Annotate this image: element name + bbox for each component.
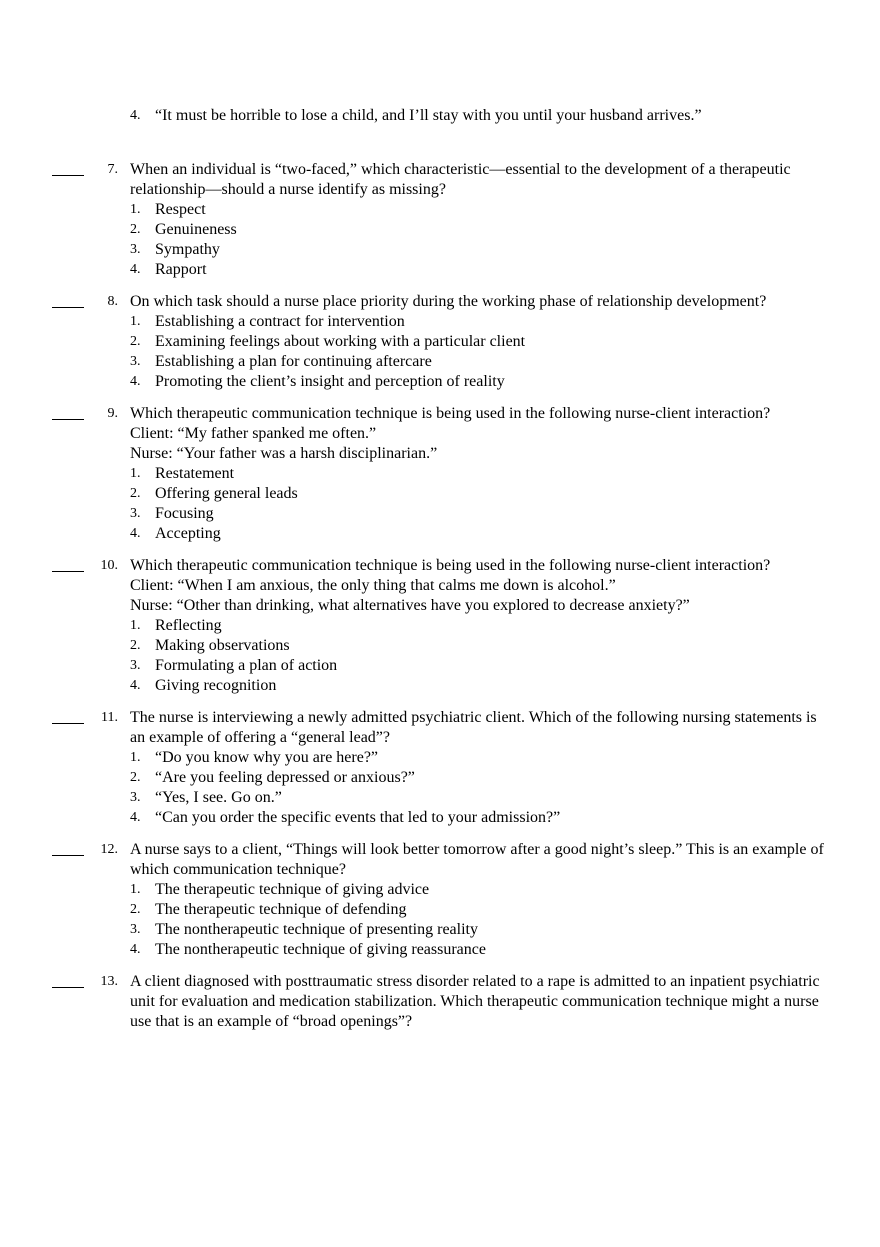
choice-text: Making observations <box>155 637 290 654</box>
choice-text: Rapport <box>155 261 207 278</box>
choice-text: Respect <box>155 201 206 218</box>
answer-blank-line <box>52 175 84 176</box>
question-list <box>0 160 880 1044</box>
choice-number: 2. <box>130 222 141 237</box>
carryover-choice <box>130 106 830 126</box>
question-body <box>130 708 830 828</box>
choice-number: 1. <box>130 882 141 897</box>
choice-number: 4. <box>130 810 141 825</box>
choice-number: 2. <box>130 334 141 349</box>
answer-choice <box>130 484 830 504</box>
choice-list <box>130 880 830 960</box>
question-body <box>130 160 830 280</box>
choice-number: 4. <box>130 678 141 693</box>
answer-choice <box>130 240 830 260</box>
nurse-line: Nurse: “Other than drinking, what alternatives have you explored to decrease anxiety?” <box>130 597 690 614</box>
choice-number: 3. <box>130 790 141 805</box>
answer-blank-line <box>52 855 84 856</box>
choice-number: 1. <box>130 750 141 765</box>
choice-list <box>130 312 830 392</box>
choice-text: Offering general leads <box>155 485 298 502</box>
question-10 <box>0 556 880 696</box>
choice-number: 2. <box>130 638 141 653</box>
answer-choice <box>130 372 830 392</box>
choice-number: 4. <box>130 942 141 957</box>
question-number: 8. <box>107 294 118 309</box>
question-stem: The nurse is interviewing a newly admitted psychiatric client. Which of the following nursing statements is an example of offering a “general lead”? <box>130 709 817 746</box>
choice-number: 1. <box>130 618 141 633</box>
choice-number: 4. <box>130 526 141 541</box>
answer-blank-line <box>52 571 84 572</box>
question-number: 12. <box>100 842 118 857</box>
question-7 <box>0 160 880 280</box>
choice-text: The nontherapeutic technique of giving reassurance <box>155 941 486 958</box>
choice-text: Promoting the client’s insight and perception of reality <box>155 373 505 390</box>
choice-text: The therapeutic technique of defending <box>155 901 407 918</box>
question-body <box>130 972 830 1032</box>
choice-text: Establishing a plan for continuing aftercare <box>155 353 432 370</box>
question-body <box>130 556 830 696</box>
answer-choice <box>130 676 830 696</box>
answer-choice <box>130 636 830 656</box>
question-number: 11. <box>101 710 118 725</box>
answer-choice <box>130 940 830 960</box>
answer-blank-line <box>52 307 84 308</box>
answer-choice <box>130 900 830 920</box>
choice-number: 3. <box>130 506 141 521</box>
choice-text: “Do you know why you are here?” <box>155 749 379 766</box>
choice-text: Accepting <box>155 525 221 542</box>
choice-text: Restatement <box>155 465 235 482</box>
choice-text: Reflecting <box>155 617 222 634</box>
choice-text: “It must be horrible to lose a child, and I’ll stay with you until your husband arrives.” <box>155 107 702 124</box>
answer-choice <box>130 220 830 240</box>
choice-text: The therapeutic technique of giving advice <box>155 881 430 898</box>
choice-number: 4. <box>130 108 141 123</box>
client-line: Client: “When I am anxious, the only thing that calms me down is alcohol.” <box>130 577 616 594</box>
choice-list <box>130 748 830 828</box>
question-number: 13. <box>100 974 118 989</box>
choice-number: 3. <box>130 658 141 673</box>
answer-choice <box>130 656 830 676</box>
question-12 <box>0 840 880 960</box>
answer-choice <box>130 524 830 544</box>
answer-choice <box>130 788 830 808</box>
answer-choice <box>130 332 830 352</box>
choice-text: “Yes, I see. Go on.” <box>155 789 282 806</box>
choice-text: Focusing <box>155 505 214 522</box>
answer-choice <box>130 504 830 524</box>
answer-choice <box>130 200 830 220</box>
choice-text: Genuineness <box>155 221 237 238</box>
choice-list <box>130 464 830 544</box>
choice-number: 1. <box>130 314 141 329</box>
choice-text: The nontherapeutic technique of presenting reality <box>155 921 478 938</box>
answer-choice <box>130 312 830 332</box>
question-number: 7. <box>107 162 118 177</box>
choice-list <box>130 616 830 696</box>
answer-choice <box>130 106 830 126</box>
choice-text: Sympathy <box>155 241 220 258</box>
answer-blank-line <box>52 419 84 420</box>
answer-choice <box>130 920 830 940</box>
question-stem: A nurse says to a client, “Things will look better tomorrow after a good night’s sleep.” This is an example of which communication technique? <box>130 841 824 878</box>
choice-number: 2. <box>130 770 141 785</box>
nurse-line: Nurse: “Your father was a harsh disciplinarian.” <box>130 445 438 462</box>
answer-choice <box>130 464 830 484</box>
answer-choice <box>130 880 830 900</box>
choice-list <box>130 200 830 280</box>
question-stem: Which therapeutic communication technique is being used in the following nurse-client interaction? <box>130 557 771 574</box>
question-stem: A client diagnosed with posttraumatic stress disorder related to a rape is admitted to an inpatient psychiatric unit for evaluation and medication stabilization. Which therapeutic communication technique might a nurse use that is an example of “broad openings”? <box>130 973 820 1030</box>
choice-number: 4. <box>130 374 141 389</box>
question-body <box>130 404 830 544</box>
question-9 <box>0 404 880 544</box>
choice-number: 1. <box>130 466 141 481</box>
question-8 <box>0 292 880 392</box>
choice-number: 2. <box>130 902 141 917</box>
answer-choice <box>130 616 830 636</box>
choice-text: Establishing a contract for intervention <box>155 313 405 330</box>
answer-blank-line <box>52 723 84 724</box>
answer-choice <box>130 768 830 788</box>
question-number: 9. <box>107 406 118 421</box>
answer-choice <box>130 808 830 828</box>
question-stem: When an individual is “two-faced,” which characteristic—essential to the development of a therapeutic relationship—should a nurse identify as missing? <box>130 161 791 198</box>
choice-number: 1. <box>130 202 141 217</box>
choice-text: Examining feelings about working with a particular client <box>155 333 526 350</box>
question-body <box>130 292 830 392</box>
answer-choice <box>130 352 830 372</box>
client-line: Client: “My father spanked me often.” <box>130 425 377 442</box>
answer-blank-line <box>52 987 84 988</box>
answer-choice <box>130 260 830 280</box>
question-11 <box>0 708 880 828</box>
choice-number: 3. <box>130 354 141 369</box>
choice-number: 4. <box>130 262 141 277</box>
question-13 <box>0 972 880 1032</box>
choice-number: 3. <box>130 242 141 257</box>
choice-text: Giving recognition <box>155 677 277 694</box>
answer-choice <box>130 748 830 768</box>
choice-number: 3. <box>130 922 141 937</box>
question-stem: Which therapeutic communication technique is being used in the following nurse-client interaction? <box>130 405 771 422</box>
question-stem: On which task should a nurse place priority during the working phase of relationship development? <box>130 293 767 310</box>
choice-text: Formulating a plan of action <box>155 657 338 674</box>
choice-text: “Are you feeling depressed or anxious?” <box>155 769 415 786</box>
choice-text: “Can you order the specific events that led to your admission?” <box>155 809 561 826</box>
choice-number: 2. <box>130 486 141 501</box>
question-body <box>130 840 830 960</box>
question-number: 10. <box>100 558 118 573</box>
